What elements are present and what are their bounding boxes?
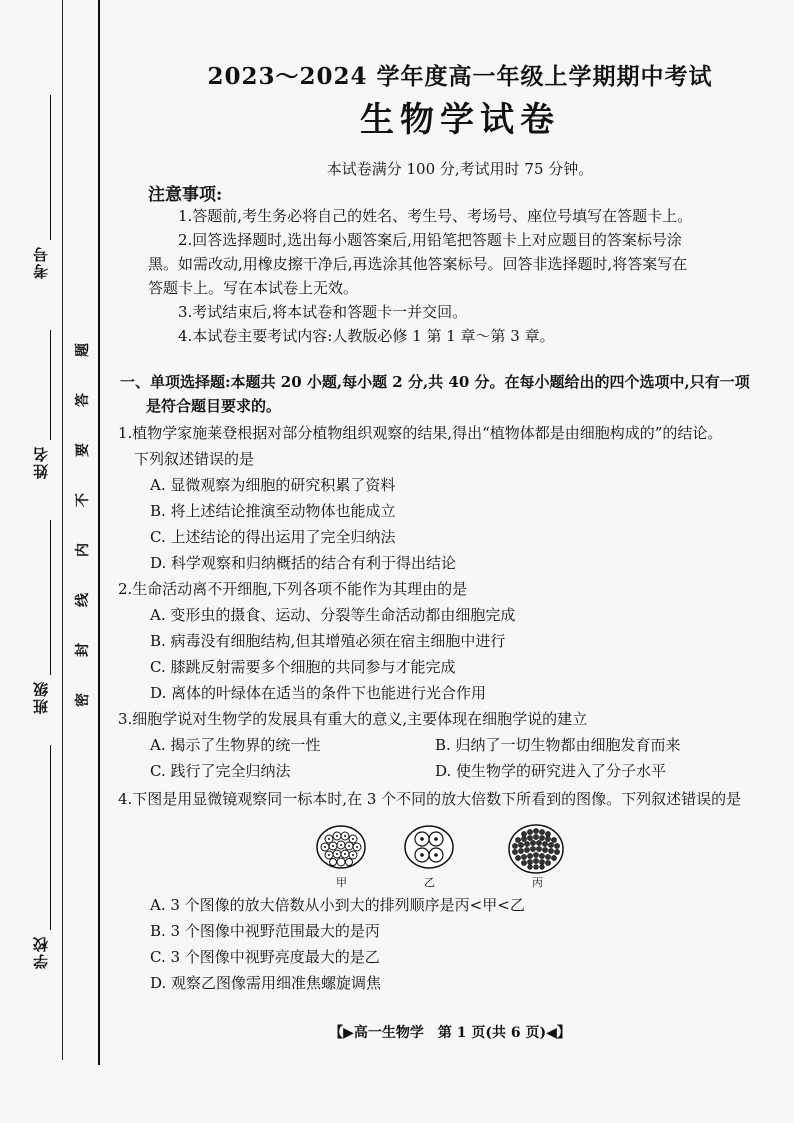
notice-item: 2.回答选择题时,选出每小题答案后,用铅笔把答题卡上对应题目的答案标号涂 [178, 231, 682, 249]
page-footer: 【▶高一生物学 第 1 页(共 6 页)◀】 [329, 1025, 571, 1041]
class-label: 班级 [32, 680, 50, 714]
school-blank [50, 745, 51, 930]
option-d: D. 科学观察和归纳概括的结合有利于得出结论 [150, 554, 457, 572]
question-stem: 4.下图是用显微镜观察同一标本时,在 3 个不同的放大倍数下所看到的图像。下列叙述错误的是 [118, 790, 742, 808]
figure-label: 甲 [336, 876, 347, 889]
microscope-field-jia [314, 822, 368, 872]
seal-char: 答 [75, 393, 91, 407]
notice-item: 答题卡上。写在本试卷上无效。 [148, 279, 359, 297]
notice-item: 黑。如需改动,用橡皮擦干净后,再选涂其他答案标号。回答非选择题时,将答案写在 [148, 255, 688, 273]
option-a: A. 显微观察为细胞的研究积累了资料 [150, 476, 396, 494]
question-stem: 3.细胞学说对生物学的发展具有重大的意义,主要体现在细胞学说的建立 [118, 710, 588, 728]
option-b: B. 将上述结论推演至动物体也能成立 [150, 502, 396, 520]
section-heading [120, 370, 780, 418]
class-blank [50, 520, 51, 675]
question-4 [118, 786, 778, 812]
option-c: C. 上述结论的得出运用了完全归纳法 [150, 528, 396, 546]
seal-char: 线 [75, 593, 91, 607]
question-2 [118, 576, 778, 706]
seal-char: 要 [75, 443, 91, 457]
option-a: A. 变形虫的摄食、运动、分裂等生命活动都由细胞完成 [150, 606, 516, 624]
option-b: B. 3 个图像中视野范围最大的是丙 [150, 922, 380, 940]
exam-number-label: 考号 [32, 245, 50, 279]
question-stem: 下列叙述错误的是 [134, 450, 255, 468]
option-d: D. 使生物学的研究进入了分子水平 [435, 762, 667, 780]
option-b: B. 病毒没有细胞结构,但其增殖必须在宿主细胞中进行 [150, 632, 506, 650]
name-blank [50, 330, 51, 440]
figure-label: 乙 [424, 876, 435, 889]
exam-title: 2023～2024 学年度高一年级上学期期中考试 [207, 63, 713, 90]
seal-char: 题 [75, 343, 91, 357]
seal-line [98, 0, 100, 1065]
exam-number-blank [50, 95, 51, 240]
figure-label: 丙 [532, 876, 543, 889]
notice-item: 3.考试结束后,将本试卷和答题卡一并交回。 [178, 303, 468, 321]
seal-char: 密 [75, 693, 91, 707]
seal-char: 不 [75, 493, 91, 507]
option-b: B. 归纳了一切生物都由细胞发育而来 [435, 736, 681, 754]
microscope-field-yi [402, 822, 456, 872]
microscope-field-bing [506, 822, 566, 876]
seal-char: 封 [75, 643, 91, 657]
question-stem: 2.生命活动离不开细胞,下列各项不能作为其理由的是 [118, 580, 468, 598]
question-1 [118, 420, 778, 576]
margin-border-line [62, 0, 63, 1060]
option-c: C. 3 个图像中视野亮度最大的是乙 [150, 948, 380, 966]
question-3 [118, 706, 778, 784]
question-4-options [118, 892, 778, 996]
notice-item: 1.答题前,考生务必将自己的姓名、考生号、考场号、座位号填写在答题卡上。 [178, 207, 693, 225]
notice-list [148, 204, 738, 348]
name-label: 姓名 [32, 445, 50, 479]
score-info: 本试卷满分 100 分,考试用时 75 分钟。 [326, 160, 594, 178]
school-label: 学校 [32, 935, 50, 969]
option-a: A. 3 个图像的放大倍数从小到大的排列顺序是丙<甲<乙 [150, 896, 525, 914]
subject-title: 生物学试卷 [360, 100, 560, 140]
seal-char: 内 [75, 543, 91, 557]
option-a: A. 揭示了生物界的统一性 [150, 736, 321, 754]
notice-item: 4.本试卷主要考试内容:人教版必修 1 第 1 章～第 3 章。 [178, 327, 555, 345]
section-line: 是符合题目要求的。 [146, 397, 282, 415]
question-stem: 1.植物学家施莱登根据对部分植物组织观察的结果,得出“植物体都是由细胞构成的”的结论。 [118, 424, 723, 442]
microscope-figures [310, 822, 570, 892]
option-c: C. 践行了完全归纳法 [150, 762, 291, 780]
section-line: 一、单项选择题:本题共 20 小题,每小题 2 分,共 40 分。在每小题给出的四个选项中,只有一项 [120, 373, 750, 391]
option-d: D. 观察乙图像需用细准焦螺旋调焦 [150, 974, 382, 992]
option-c: C. 膝跳反射需要多个细胞的共同参与才能完成 [150, 658, 456, 676]
option-d: D. 离体的叶绿体在适当的条件下也能进行光合作用 [150, 684, 487, 702]
notice-heading: 注意事项: [148, 185, 223, 205]
